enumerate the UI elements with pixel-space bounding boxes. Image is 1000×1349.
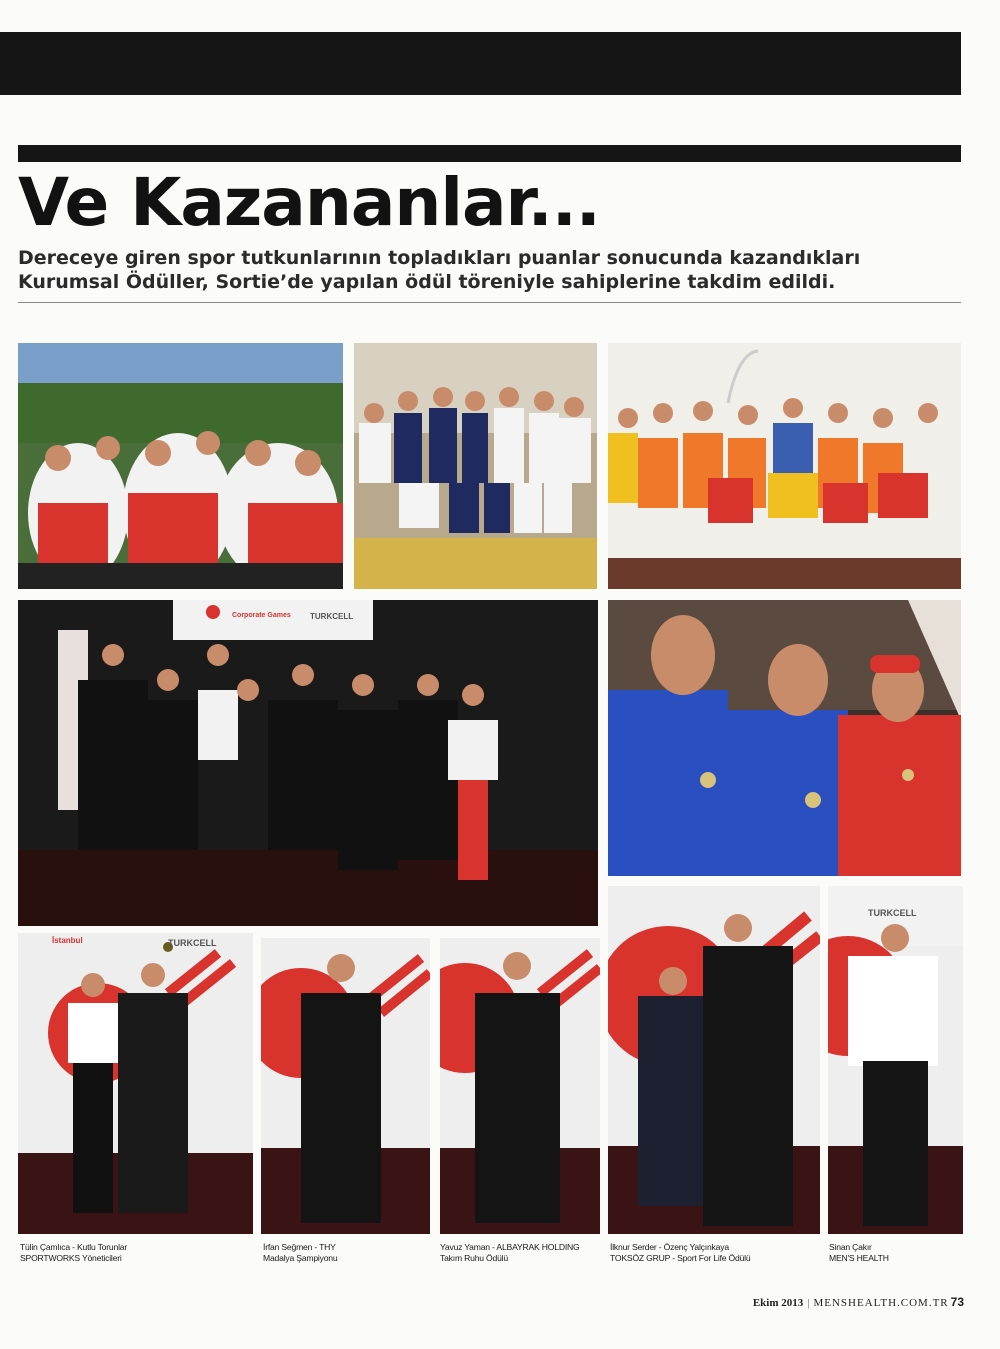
logo-corporate-games: Corporate Games bbox=[232, 612, 291, 619]
caption-line-1: İrfan Seğmen - THY bbox=[263, 1242, 336, 1252]
photo-winners-sportworks bbox=[18, 933, 253, 1234]
photo-volleyball-team bbox=[354, 343, 597, 589]
page-number: 73 bbox=[950, 1295, 964, 1309]
page-title: Ve Kazananlar... bbox=[18, 164, 600, 241]
page-footer: Ekim 2013 | MENSHEALTH.COM.TR 73 bbox=[752, 1295, 964, 1309]
logo-turkcell-menshealth: TURKCELL bbox=[868, 908, 917, 918]
photo-winner-menshealth bbox=[828, 886, 963, 1234]
footer-site: MENSHEALTH.COM.TR bbox=[813, 1297, 949, 1309]
logo-istanbul: İstanbul bbox=[52, 936, 83, 945]
photo-team-celebration bbox=[18, 343, 343, 589]
caption-line-1: Sinan Çakır bbox=[829, 1242, 872, 1252]
top-black-bar bbox=[0, 32, 961, 95]
caption-line-1: İlknur Serder - Özenç Yalçınkaya bbox=[610, 1242, 729, 1252]
caption-line-2: TOKSÖZ GRUP - Sport For Life Ödülü bbox=[610, 1253, 751, 1263]
subtitle-line-2: Kurumsal Ödüller, Sortie’de yapılan ödül töreniyle sahiplerine takdim edildi. bbox=[18, 271, 836, 293]
caption-sportworks bbox=[20, 1242, 127, 1264]
photo-medal-winners bbox=[608, 600, 961, 876]
photo-award-group bbox=[18, 600, 598, 926]
caption-thy bbox=[263, 1242, 337, 1264]
page-subtitle bbox=[18, 246, 968, 294]
photo-orange-team bbox=[608, 343, 961, 589]
photo-winner-thy bbox=[261, 938, 430, 1234]
caption-line-2: SPORTWORKS Yöneticileri bbox=[20, 1253, 122, 1263]
logo-turkcell-sportworks: TURKCELL bbox=[168, 938, 217, 948]
caption-line-1: Yavuz Yaman - ALBAYRAK HOLDING bbox=[440, 1242, 580, 1252]
caption-albayrak bbox=[440, 1242, 580, 1264]
section-black-bar bbox=[18, 145, 961, 162]
caption-menshealth bbox=[829, 1242, 889, 1264]
footer-issue-date: Ekim 2013 bbox=[752, 1297, 804, 1309]
photo-winners-toksoz bbox=[608, 886, 820, 1234]
logo-turkcell-group: TURKCELL bbox=[310, 612, 354, 621]
subtitle-line-1: Dereceye giren spor tutkunlarının topladıkları puanlar sonucunda kazandıkları bbox=[18, 247, 861, 269]
title-divider bbox=[18, 302, 961, 303]
caption-line-2: Takım Ruhu Ödülü bbox=[440, 1253, 508, 1263]
caption-line-2: MEN'S HEALTH bbox=[829, 1253, 889, 1263]
caption-line-2: Madalya Şampiyonu bbox=[263, 1253, 338, 1263]
caption-line-1: Tülin Çamlıca - Kutlu Torunlar bbox=[20, 1242, 128, 1252]
photo-winner-albayrak bbox=[440, 938, 600, 1234]
caption-toksoz bbox=[610, 1242, 750, 1264]
